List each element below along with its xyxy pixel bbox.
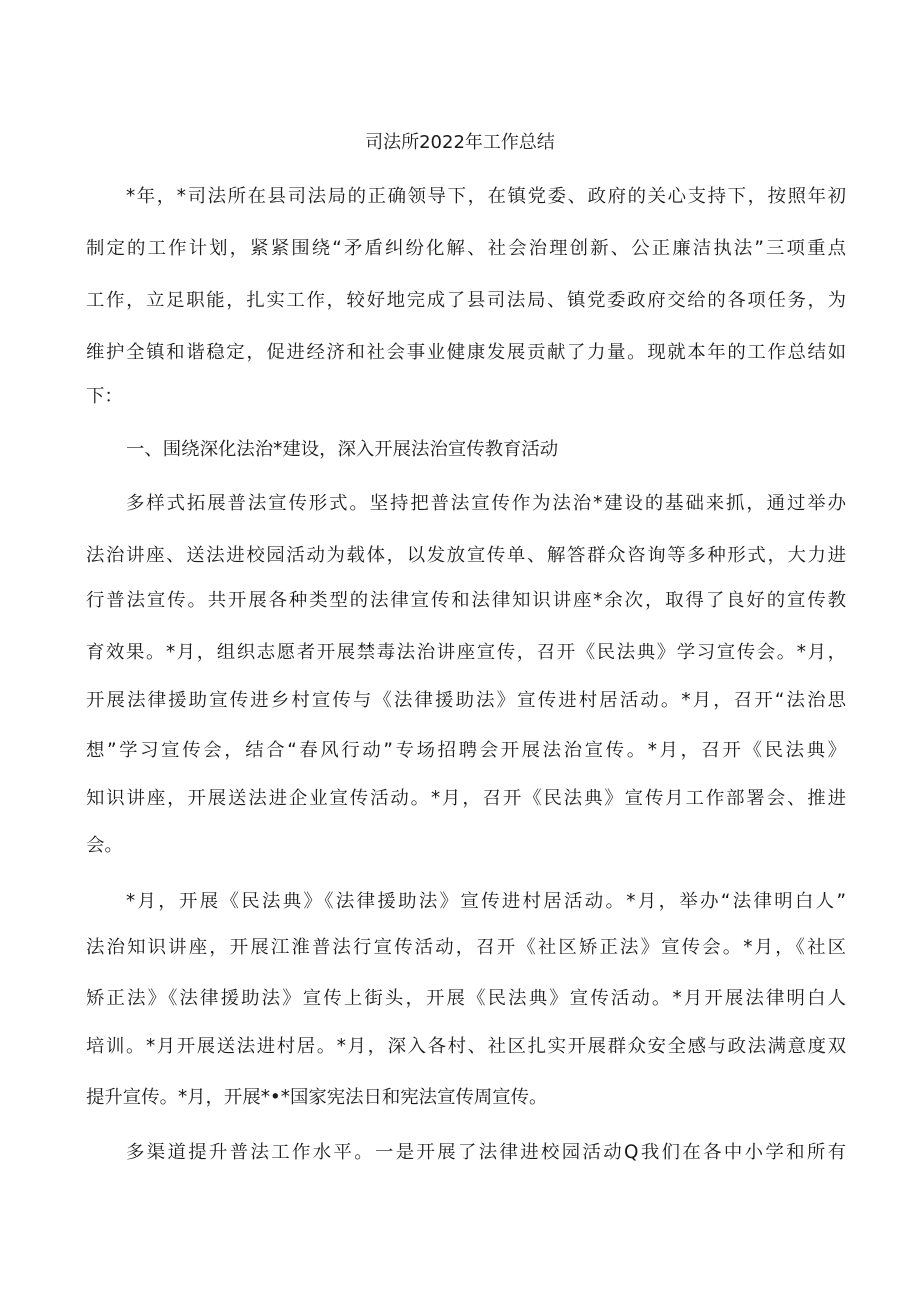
body-line: 提升宣传。*月，开展*•*国家宪法日和宪法宣传周宣传。 <box>86 1087 548 1108</box>
intro-line: 工作，立足职能，扎实工作，较好地完成了县司法局、镇党委政府交给的各项任务，为 <box>86 290 846 311</box>
body-line: 法治知识讲座，开展江淮普法行宣传活动，召开《社区矫正法》宣传会。*月，《社区 <box>86 937 846 958</box>
body-line: 多样式拓展普法宣传形式。坚持把普法宣传作为法治*建设的基础来抓，通过举办 <box>126 493 846 514</box>
body-line: 培训。*月开展送法进村居。*月，深入各村、社区扎实开展群众安全感与政法满意度双 <box>86 1036 846 1057</box>
intro-line: 维护全镇和谐稳定，促进经济和社会事业健康发展贡献了力量。现就本年的工作总结如 <box>86 342 846 363</box>
intro-line: 下： <box>86 386 123 407</box>
body-line: 行普法宣传。共开展各种类型的法律宣传和法律知识讲座*余次，取得了良好的宣传教 <box>86 590 846 611</box>
section-heading: 一、围绕深化法治*建设，深入开展法治宣传教育活动 <box>126 439 559 460</box>
body-line: 法治讲座、送法进校园活动为载体，以发放宣传单、解答群众咨询等多种形式，大力进 <box>86 545 846 566</box>
intro-line: 制定的工作计划，紧紧围绕“矛盾纠纷化解、社会治理创新、公正廉洁执法”三项重点 <box>86 238 846 259</box>
document-title: 司法所2022年工作总结 <box>365 132 555 153</box>
body-line: 会。 <box>86 835 123 856</box>
body-line: 育效果。*月，组织志愿者开展禁毒法治讲座宣传，召开《民法典》学习宣传会。*月， <box>86 642 846 663</box>
body-line: 矫正法》《法律援助法》宣传上街头，开展《民法典》宣传活动。*月开展法律明白人 <box>86 988 846 1009</box>
body-line: 知识讲座，开展送法进企业宣传活动。*月，召开《民法典》宣传月工作部署会、推进 <box>86 788 846 809</box>
body-line: *月，开展《民法典》《法律援助法》宣传进村居活动。*月，举办“法律明白人” <box>126 891 846 912</box>
body-line: 多渠道提升普法工作水平。一是开展了法律进校园活动Q我们在各中小学和所有 <box>126 1142 846 1163</box>
intro-line: *年，*司法所在县司法局的正确领导下，在镇党委、政府的关心支持下，按照年初 <box>126 186 846 207</box>
body-line: 想”学习宣传会，结合“春风行动”专场招聘会开展法治宣传。*月，召开《民法典》 <box>86 740 846 761</box>
body-line: 开展法律援助宣传进乡村宣传与《法律援助法》宣传进村居活动。*月，召开“法治思 <box>86 690 846 711</box>
